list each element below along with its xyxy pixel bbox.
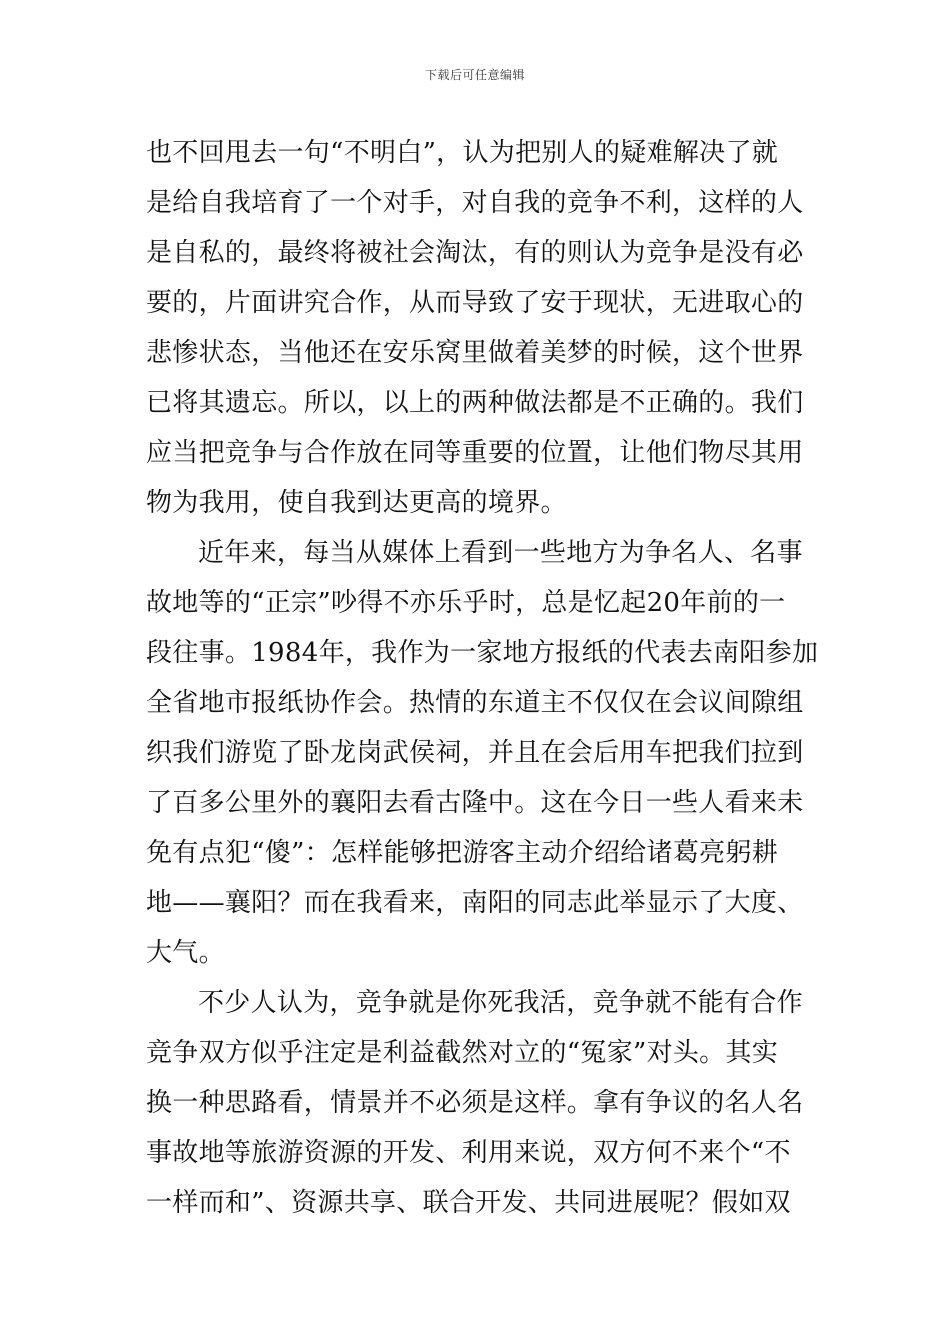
- text-line: 应当把竞争与合作放在同等重要的位置，让他们物尽其用: [146, 438, 804, 468]
- text-line: 已将其遗忘。所以，以上的两种做法都是不正确的。我们: [146, 388, 804, 418]
- text-line: 事故地等旅游资源的开发、利用来说，双方何不来个“不: [146, 1138, 791, 1168]
- text-line: 换一种思路看，情景并不必须是这样。拿有争议的名人名: [146, 1088, 804, 1118]
- paragraph-1: [146, 128, 808, 528]
- text-line: 大气。: [146, 938, 225, 968]
- text-line: 不少人认为，竞争就是你死我活，竞争就不能有合作: [198, 988, 803, 1018]
- text-line: 是给自我培育了一个对手，对自我的竞争不利，这样的人: [146, 188, 804, 218]
- text-line: 一样而和”、资源共享、联合开发、共同进展呢？假如双: [146, 1188, 791, 1218]
- text-line: 织我们游览了卧龙岗武侯祠，并且在会后用车把我们拉到: [146, 738, 804, 768]
- text-line: 故地等的“正宗”吵得不亦乐乎时，总是忆起20年前的一: [146, 588, 786, 618]
- text-line: 免有点犯“傻”：怎样能够把游客主动介绍给诸葛亮躬耕: [146, 838, 779, 868]
- text-line: 是自私的，最终将被社会淘汰，有的则认为竞争是没有必: [146, 238, 804, 268]
- text-line: 悲惨状态，当他还在安乐窝里做着美梦的时候，这个世界: [146, 338, 804, 368]
- page-header: 下载后可任意编辑: [424, 68, 525, 82]
- text-line: 竞争双方似乎注定是利益截然对立的“冤家”对头。其实: [146, 1038, 779, 1068]
- text-line: 了百多公里外的襄阳去看古隆中。这在今日一些人看来未: [146, 788, 804, 818]
- text-line: 段往事。1984年，我作为一家地方报纸的代表去南阳参加: [146, 638, 819, 668]
- paragraph-2: [146, 528, 819, 978]
- text-line: 近年来，每当从媒体上看到一些地方为争名人、名事: [198, 538, 803, 568]
- text-line: 全省地市报纸协作会。热情的东道主不仅仅在会议间隙组: [146, 688, 804, 718]
- paragraph-3: [146, 978, 808, 1228]
- text-line: 地——襄阳？而在我看来，南阳的同志此举显示了大度、: [146, 888, 804, 918]
- document-body: [146, 128, 819, 1228]
- text-line: 也不回甩去一句“不明白”，认为把别人的疑难解决了就: [146, 138, 779, 168]
- text-line: 要的，片面讲究合作，从而导致了安于现状，无进取心的: [146, 288, 804, 318]
- text-line: 物为我用，使自我到达更高的境界。: [146, 488, 567, 518]
